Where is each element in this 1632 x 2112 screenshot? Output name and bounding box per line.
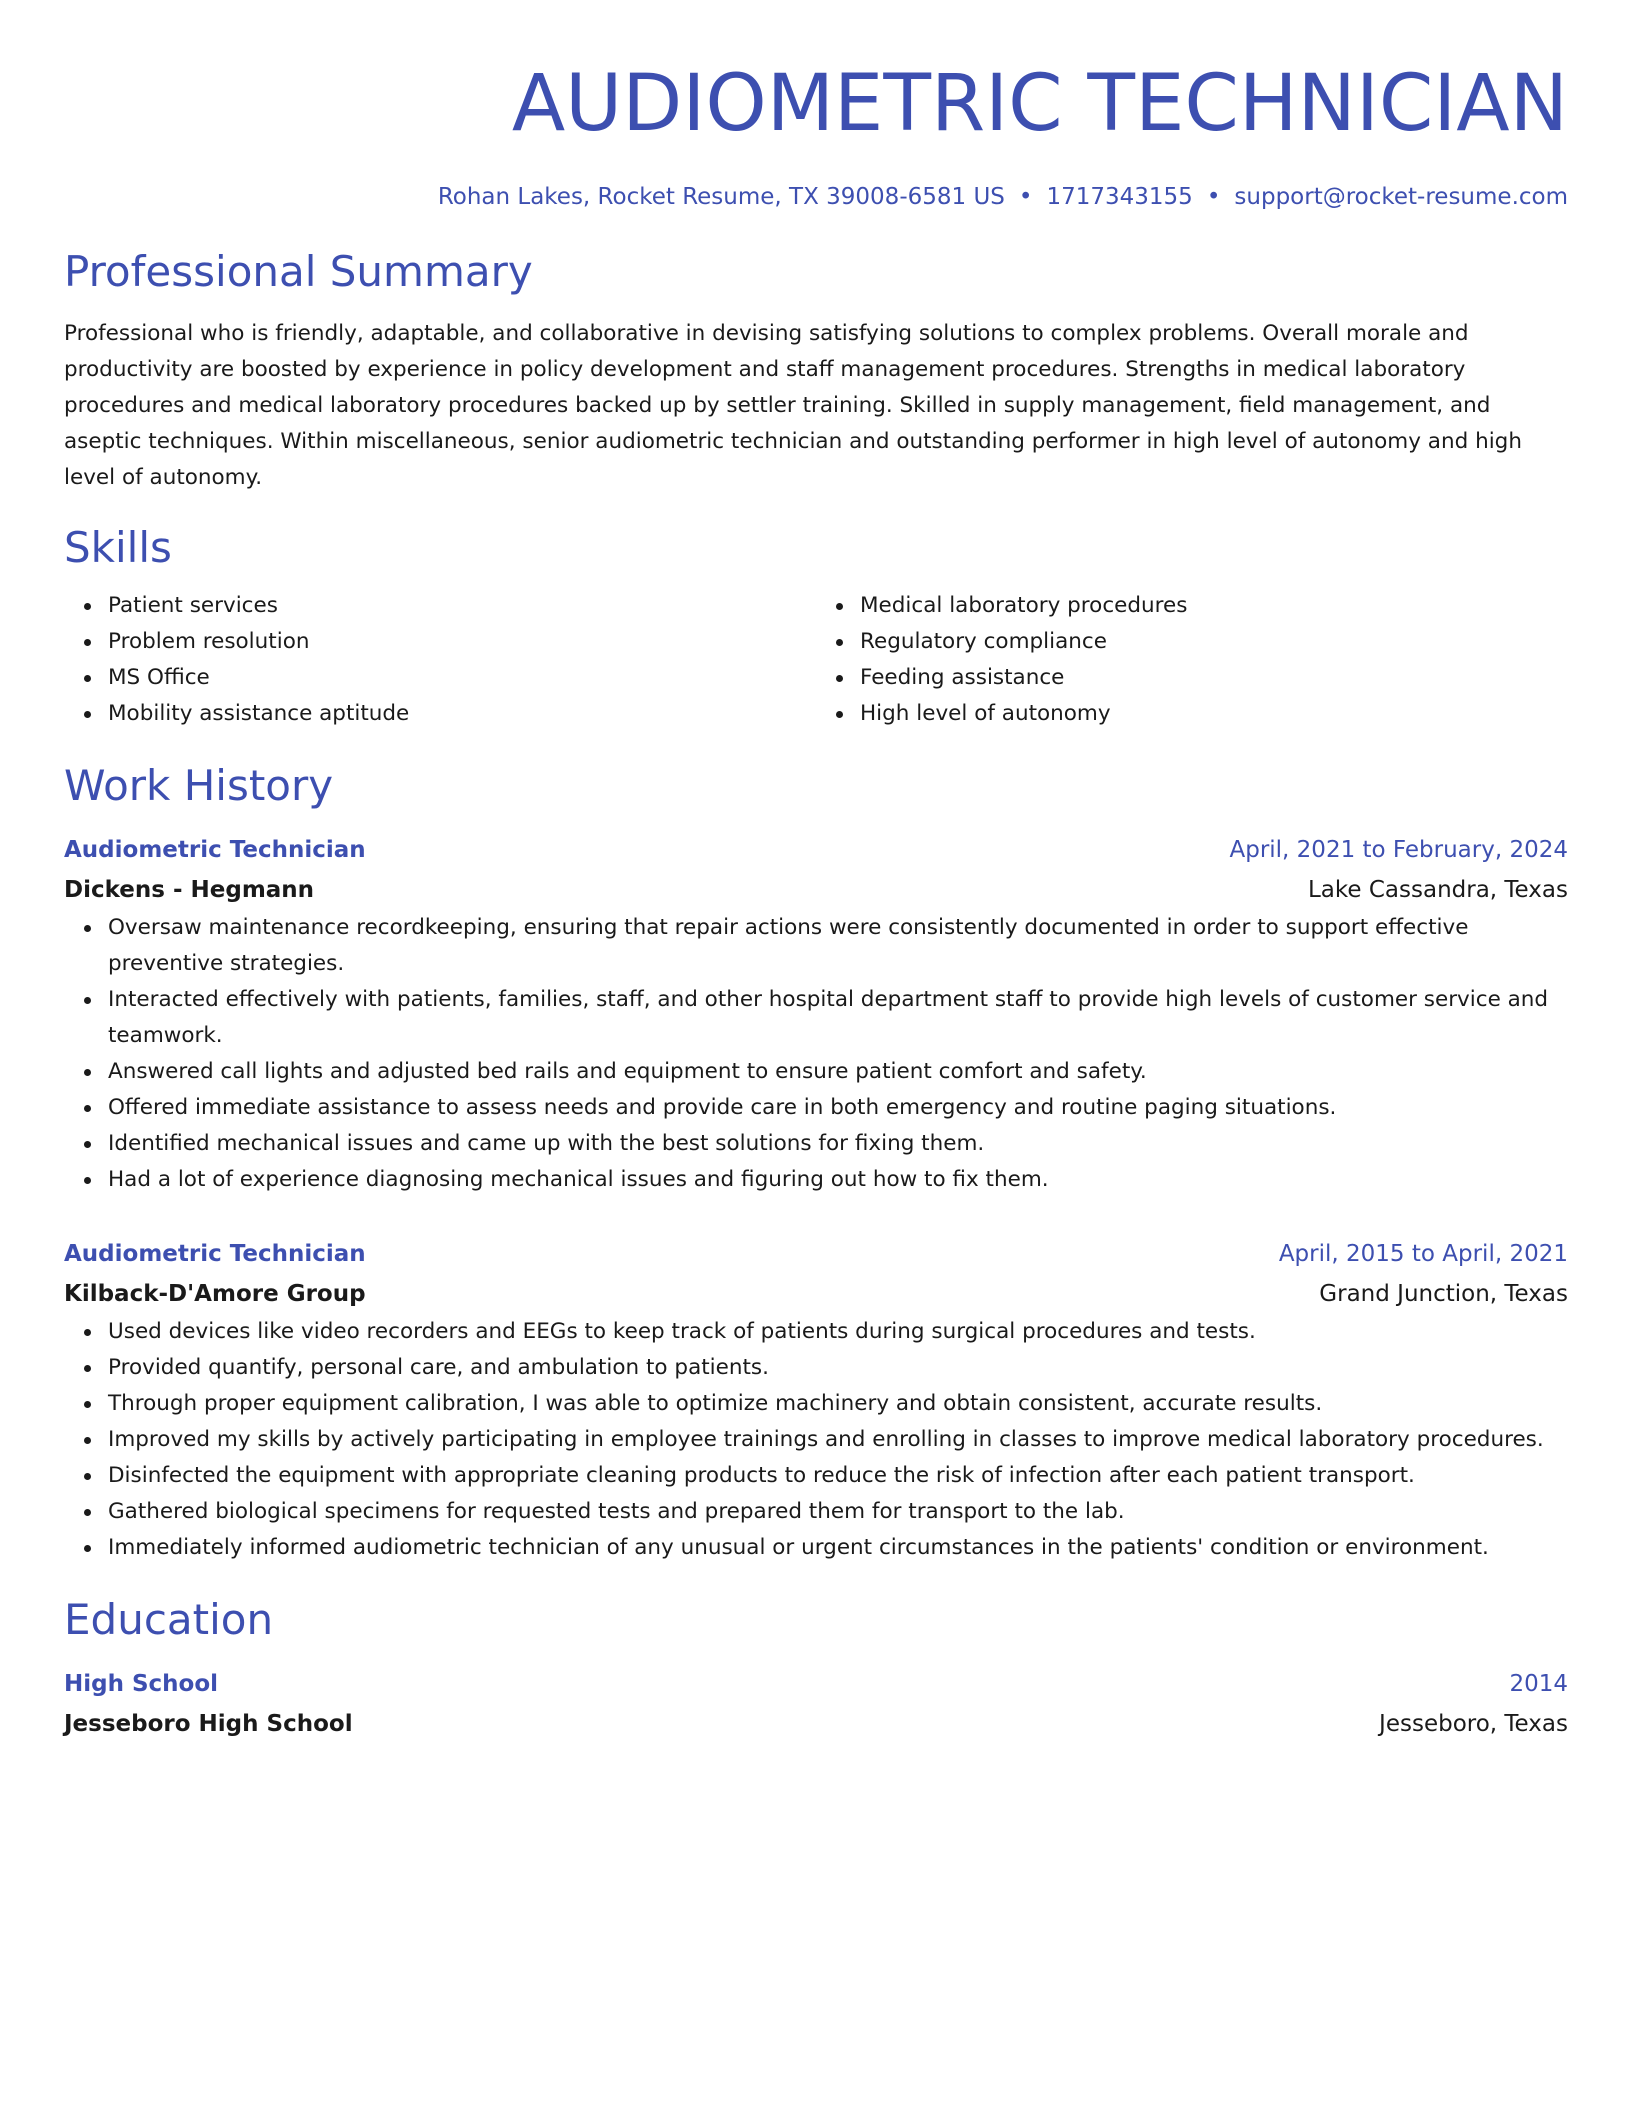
contact-separator: • bbox=[1018, 184, 1033, 210]
job-entry bbox=[64, 1234, 1568, 1566]
job-company-row bbox=[64, 1274, 1568, 1314]
contact-separator: • bbox=[1206, 184, 1221, 210]
education-school: Jesseboro High School bbox=[64, 1711, 353, 1737]
skill-item: MS Office bbox=[108, 660, 816, 696]
job-location: Grand Junction, Texas bbox=[1319, 1281, 1568, 1307]
education-year: 2014 bbox=[1509, 1671, 1568, 1697]
contact-email[interactable]: support@rocket-resume.com bbox=[1234, 184, 1568, 210]
summary-heading: Professional Summary bbox=[64, 247, 533, 296]
job-bullets bbox=[64, 910, 1568, 1198]
skill-item: Problem resolution bbox=[108, 624, 816, 660]
education-location: Jesseboro, Texas bbox=[1379, 1711, 1568, 1737]
job-bullet: Improved my skills by actively participating in employee trainings and enrolling in classes to improve medical laboratory procedures. bbox=[108, 1422, 1568, 1458]
job-dates: April, 2021 to February, 2024 bbox=[1229, 837, 1568, 863]
job-bullet: Provided quantify, personal care, and ambulation to patients. bbox=[108, 1350, 1568, 1386]
job-company: Dickens - Hegmann bbox=[64, 877, 315, 903]
contact-phone: 1717343155 bbox=[1046, 184, 1193, 210]
work-history-heading: Work History bbox=[64, 761, 334, 810]
job-title-row bbox=[64, 830, 1568, 870]
skills-heading: Skills bbox=[64, 523, 172, 572]
job-title-row bbox=[64, 1234, 1568, 1274]
education-heading: Education bbox=[64, 1595, 274, 1644]
job-bullet: Disinfected the equipment with appropriate cleaning products to reduce the risk of infection after each patient transport. bbox=[108, 1458, 1568, 1494]
job-bullet: Used devices like video recorders and EEGs to keep track of patients during surgical procedures and tests. bbox=[108, 1314, 1568, 1350]
skills-list-right bbox=[816, 588, 1568, 732]
contact-address: Rohan Lakes, Rocket Resume, TX 39008-6581 US bbox=[437, 184, 1005, 210]
job-title: Audiometric Technician bbox=[64, 1241, 366, 1267]
job-dates: April, 2015 to April, 2021 bbox=[1278, 1241, 1568, 1267]
job-bullet: Had a lot of experience diagnosing mechanical issues and figuring out how to fix them. bbox=[108, 1162, 1568, 1198]
skill-item: High level of autonomy bbox=[860, 696, 1568, 732]
skill-item: Feeding assistance bbox=[860, 660, 1568, 696]
skill-item: Patient services bbox=[108, 588, 816, 624]
education-degree-row bbox=[64, 1664, 1568, 1704]
education-school-row bbox=[64, 1704, 1568, 1744]
job-bullet: Immediately informed audiometric technician of any unusual or urgent circumstances in the patients' condition or environment. bbox=[108, 1530, 1568, 1566]
job-bullet: Offered immediate assistance to assess needs and provide care in both emergency and routine paging situations. bbox=[108, 1090, 1568, 1126]
skills-grid bbox=[64, 588, 1568, 732]
job-company: Kilback-D'Amore Group bbox=[64, 1281, 366, 1307]
skills-list-left bbox=[64, 588, 816, 732]
summary-text: Professional who is friendly, adaptable, and collaborative in devising satisfying solutions to complex problems. Overall morale and productivity are boosted by experience in policy development and staff management procedures. Strengths in medical laboratory procedures and medical laboratory procedures backed up by settler training. Skilled in supply management, field management, and aseptic techniques. Within miscellaneous, senior audiometric technician and outstanding performer in high level of autonomy and high level of autonomy. bbox=[64, 321, 1522, 490]
skill-item: Medical laboratory procedures bbox=[860, 588, 1568, 624]
job-bullet: Answered call lights and adjusted bed rails and equipment to ensure patient comfort and safety. bbox=[108, 1054, 1568, 1090]
job-title: Audiometric Technician bbox=[64, 837, 366, 863]
job-bullet: Interacted effectively with patients, families, staff, and other hospital department staff to provide high levels of customer service and teamwork. bbox=[108, 982, 1568, 1054]
skill-item: Regulatory compliance bbox=[860, 624, 1568, 660]
job-company-row bbox=[64, 870, 1568, 910]
job-entry bbox=[64, 830, 1568, 1198]
job-bullets bbox=[64, 1314, 1568, 1566]
job-bullet: Identified mechanical issues and came up with the best solutions for fixing them. bbox=[108, 1126, 1568, 1162]
contact-line bbox=[64, 182, 1568, 212]
education-entry bbox=[64, 1664, 1568, 1744]
resume-title: AUDIOMETRIC TECHNICIAN bbox=[511, 59, 1568, 149]
job-bullet: Gathered biological specimens for requested tests and prepared them for transport to the lab. bbox=[108, 1494, 1568, 1530]
job-bullet: Oversaw maintenance recordkeeping, ensuring that repair actions were consistently documented in order to support effective preventive strategies. bbox=[108, 910, 1568, 982]
job-location: Lake Cassandra, Texas bbox=[1307, 877, 1568, 903]
job-bullet: Through proper equipment calibration, I was able to optimize machinery and obtain consistent, accurate results. bbox=[108, 1386, 1568, 1422]
education-degree: High School bbox=[64, 1671, 219, 1697]
skill-item: Mobility assistance aptitude bbox=[108, 696, 816, 732]
